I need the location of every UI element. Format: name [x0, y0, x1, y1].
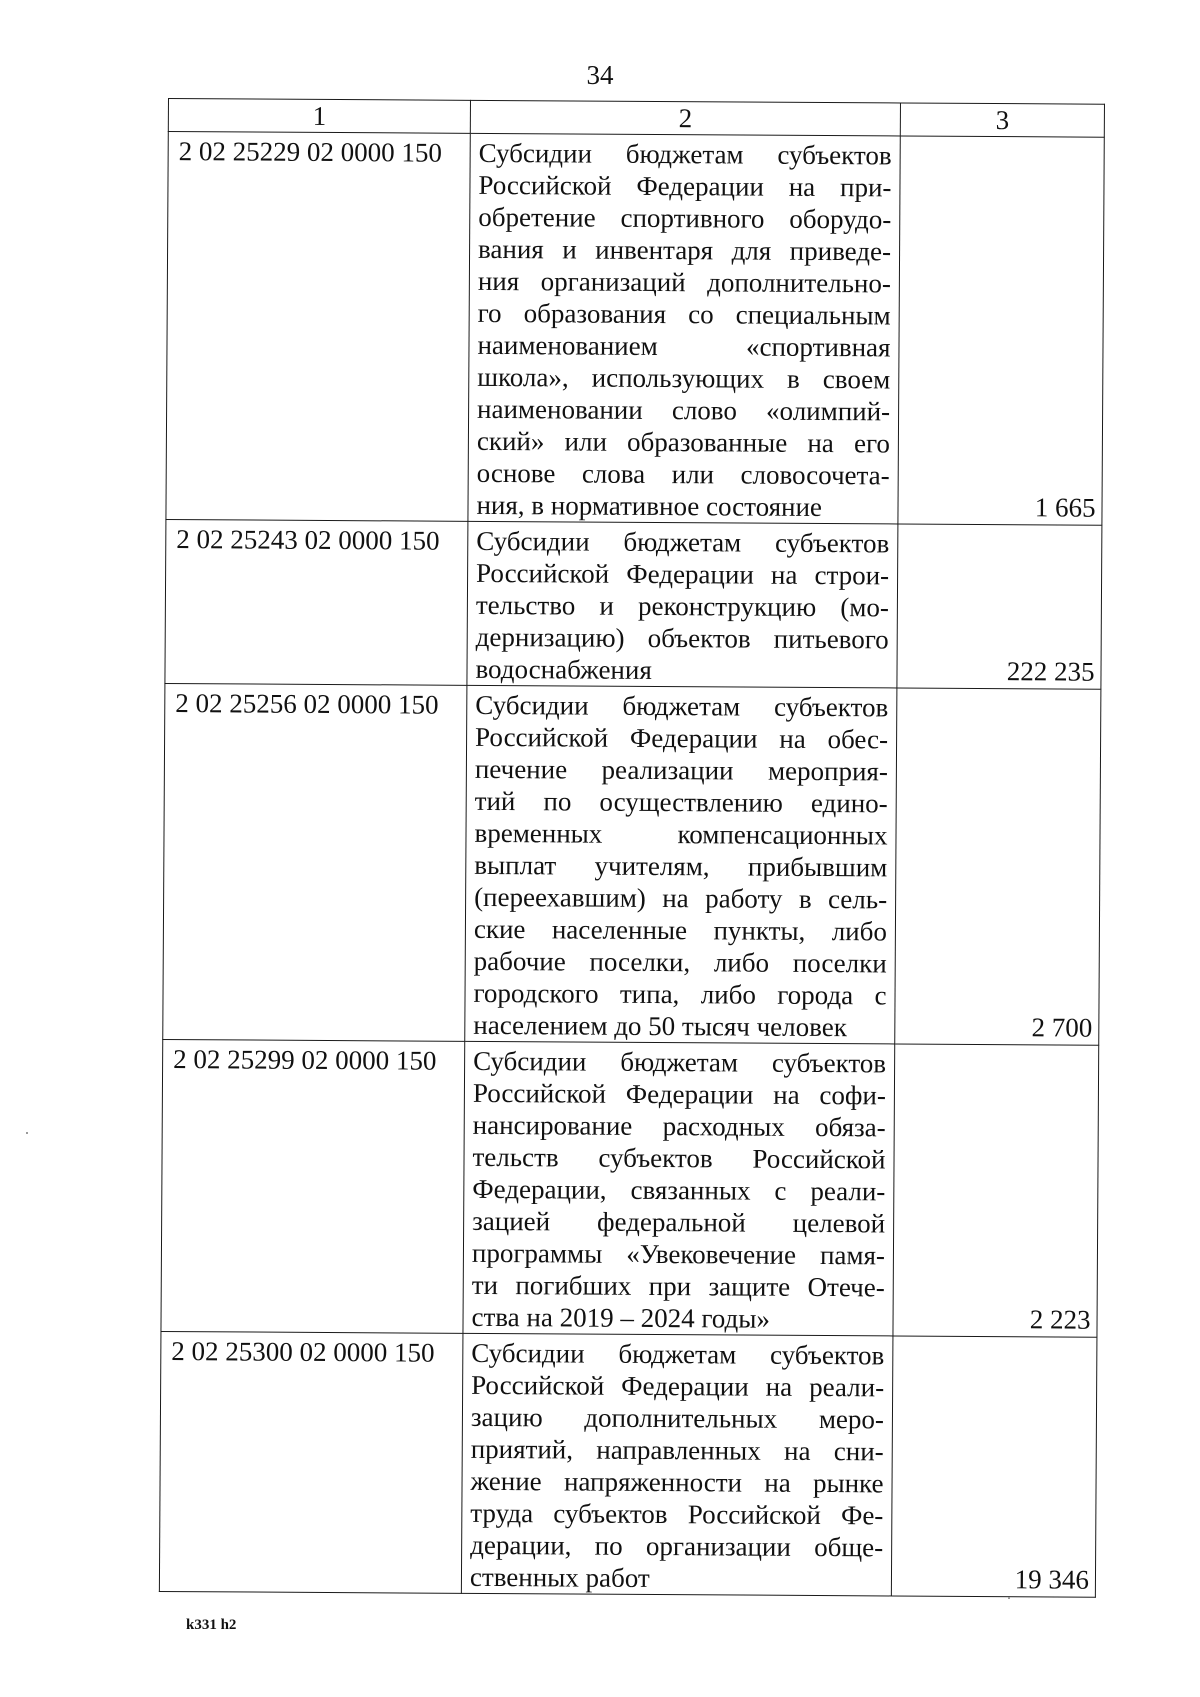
- page-number: 34: [586, 60, 614, 90]
- revenue-name-line: ти погибших при защите Отече-: [471, 1269, 885, 1303]
- amount-cell: 2 700: [895, 688, 1101, 1045]
- scan-speck: [1008, 1597, 1010, 1599]
- amount-cell: 1 665: [898, 136, 1104, 525]
- revenue-name-cell: [465, 685, 897, 1044]
- revenue-name-line: Российской Федерации на реали-: [471, 1369, 885, 1403]
- revenue-name-line: вания и инвентаря для приведе-: [477, 233, 892, 267]
- revenue-name-line: Субсидии бюджетам субъектов: [473, 1045, 887, 1079]
- revenue-name-line: печение реализации мероприя-: [474, 753, 888, 787]
- table-row: [163, 683, 1101, 1045]
- revenue-name-line: ства на 2019 – 2024 годы»: [471, 1301, 771, 1334]
- revenue-name-line: Российской Федерации на софи-: [472, 1077, 887, 1111]
- revenue-name-cell: [461, 1333, 893, 1596]
- footer-mark: k331 h2: [186, 1617, 237, 1633]
- revenue-name-line: зацией федеральной целевой: [472, 1205, 886, 1239]
- budget-code-cell: 2 02 25299 02 0000 150: [161, 1039, 465, 1333]
- budget-code-cell: 2 02 25243 02 0000 150: [165, 519, 468, 685]
- revenue-name-line: выплат учителям, прибывшим: [474, 849, 888, 883]
- budget-code-cell: 2 02 25256 02 0000 150: [163, 683, 467, 1041]
- revenue-name-line: ния организаций дополнительно-: [477, 265, 891, 299]
- column-header-1: 1: [168, 99, 470, 134]
- revenue-name-line: жение напряженности на рынке: [470, 1465, 884, 1499]
- amount-cell: 2 223: [893, 1044, 1099, 1337]
- revenue-name-line: Российской Федерации на строи-: [476, 557, 890, 591]
- table-row: [166, 132, 1104, 526]
- amount-cell: 19 346: [891, 1336, 1097, 1597]
- revenue-name-line: Субсидии бюджетам субъектов: [478, 137, 892, 171]
- revenue-name-line: дернизацию) объектов питьевого: [475, 621, 889, 655]
- column-header-3: 3: [900, 103, 1104, 137]
- budget-code-cell: 2 02 25300 02 0000 150: [159, 1331, 463, 1593]
- revenue-name-line: временных компенсационных: [474, 817, 888, 851]
- revenue-name-line: Субсидии бюджетам субъектов: [471, 1337, 885, 1371]
- revenue-name-line: водоснабжения: [475, 653, 652, 685]
- revenue-name-line: дерации, по организации обще-: [470, 1529, 884, 1563]
- table-row: [165, 519, 1102, 689]
- revenue-name-line: го образования со специальным: [477, 297, 891, 331]
- revenue-name-line: тельство и реконструкцию (мо-: [475, 589, 889, 623]
- column-header-2: 2: [470, 100, 900, 136]
- revenue-name-cell: [467, 521, 898, 688]
- revenue-name-line: школа», использующих в своем: [477, 361, 891, 395]
- revenue-name-line: городского типа, либо города с: [473, 977, 887, 1011]
- revenue-name-line: Российской Федерации на при-: [478, 169, 892, 203]
- scan-speck: [26, 1132, 28, 1134]
- budget-code-cell: 2 02 25229 02 0000 150: [166, 132, 470, 522]
- revenue-name-line: наименованием «спортивная: [477, 329, 891, 363]
- revenue-table: [159, 98, 1105, 1598]
- table-body: [159, 99, 1104, 1598]
- revenue-name-line: основе слова или словосочета-: [476, 457, 890, 491]
- revenue-name-cell: [468, 133, 900, 524]
- revenue-name-line: нансирование расходных обяза-: [472, 1109, 886, 1143]
- revenue-name-line: Федерации, связанных с реали-: [472, 1173, 886, 1207]
- revenue-name-line: приятий, направленных на сни-: [470, 1433, 884, 1467]
- revenue-name-line: тельств субъектов Российской: [472, 1141, 886, 1175]
- revenue-name-line: ский» или образованные на его: [476, 425, 890, 459]
- revenue-name-line: наименовании слово «олимпий-: [477, 393, 891, 427]
- revenue-name-line: ственных работ: [469, 1561, 650, 1593]
- revenue-name-line: рабочие поселки, либо поселки: [473, 945, 887, 979]
- revenue-name-line: Российской Федерации на обес-: [475, 721, 889, 755]
- revenue-name-line: зацию дополнительных меро-: [470, 1401, 885, 1435]
- revenue-name-line: программы «Увековечение памя-: [471, 1237, 886, 1271]
- revenue-name-line: труда субъектов Российской Фе-: [470, 1497, 884, 1531]
- revenue-name-line: (переехавшим) на работу в сель-: [474, 881, 888, 915]
- table-row: [159, 1331, 1097, 1597]
- revenue-name-line: ские населенные пункты, либо: [473, 913, 888, 947]
- revenue-name-line: Субсидии бюджетам субъектов: [475, 689, 889, 723]
- revenue-name-line: Субсидии бюджетам субъектов: [476, 525, 890, 559]
- revenue-name-line: ния, в нормативное состояние: [476, 489, 823, 523]
- revenue-name-line: тий по осуществлению едино-: [474, 785, 888, 819]
- amount-cell: 222 235: [897, 524, 1102, 689]
- revenue-name-cell: [463, 1041, 895, 1336]
- revenue-name-line: обретение спортивного оборудо-: [478, 201, 892, 235]
- table-row: [161, 1039, 1099, 1337]
- revenue-name-line: населением до 50 тысяч человек: [473, 1009, 847, 1043]
